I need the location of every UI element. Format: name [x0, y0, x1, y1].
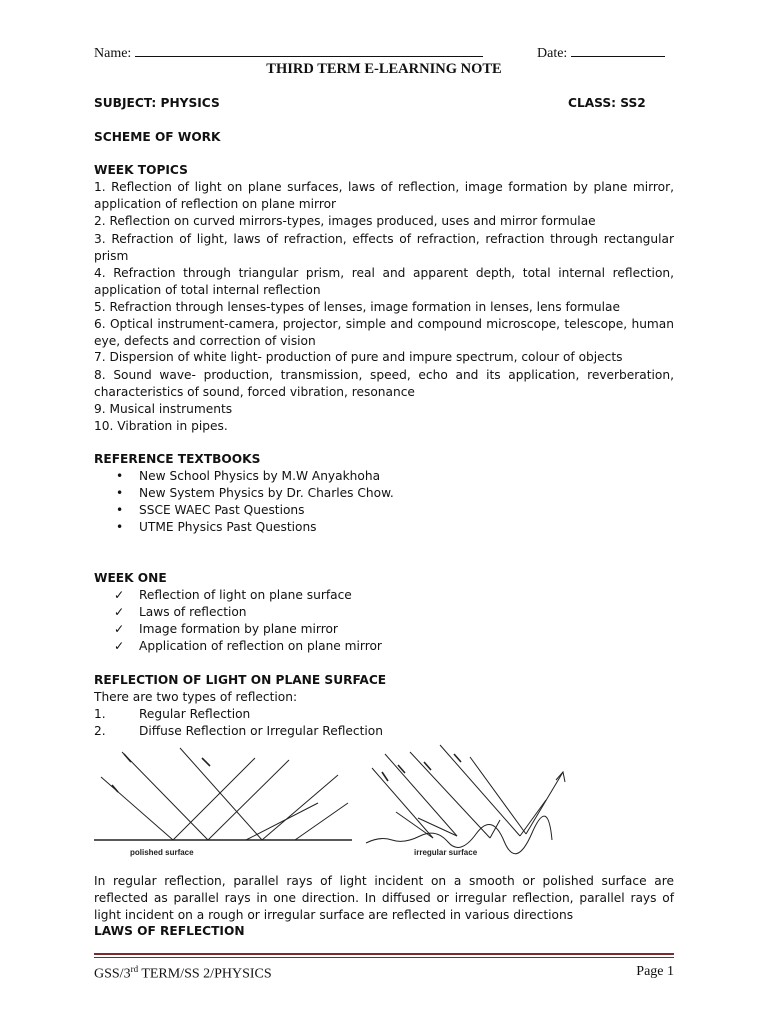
checkmark-icon: ✓: [114, 605, 125, 619]
topic-7: 7. Dispersion of white light- production of pure and impure spectrum, colour of objects: [94, 350, 623, 364]
week-one-item: Image formation by plane mirror: [139, 622, 338, 636]
name-label: Name:: [94, 46, 132, 61]
page-number: Page 1: [636, 964, 674, 979]
topic-8-line-2: characteristics of sound, forced vibration, resonance: [94, 385, 415, 399]
reflection-type-label: Diffuse Reflection or Irregular Reflection: [139, 724, 383, 738]
incident-ray: [470, 757, 526, 834]
topic-4-line-1: 4. Refraction through triangular prism, real and apparent depth, total internal reflection,: [94, 266, 674, 280]
polished-surface-caption: polished surface: [130, 848, 194, 857]
paragraph-line: In regular reflection, parallel rays of light incident on a smooth or polished surface are: [94, 874, 674, 888]
incident-ray: [180, 748, 262, 840]
incident-ray: [372, 768, 433, 838]
footer-left-rest: TERM/SS 2/PHYSICS: [138, 966, 272, 982]
topic-2: 2. Reflection on curved mirrors-types, images produced, uses and mirror formulae: [94, 214, 596, 228]
date-label: Date:: [537, 46, 568, 61]
reflection-intro: There are two types of reflection:: [94, 690, 298, 704]
reflected-ray: [262, 775, 338, 840]
bullet-icon: •: [116, 486, 124, 500]
references-heading: REFERENCE TEXTBOOKS: [94, 452, 261, 466]
topic-6-line-2: eye, defects and correction of vision: [94, 334, 316, 348]
reflection-type-num: 1.: [94, 707, 106, 721]
reference-item: New School Physics by M.W Anyakhoha: [139, 469, 381, 483]
footer-sup: rd: [130, 964, 139, 974]
footer-left: [94, 964, 272, 983]
week-one-heading: WEEK ONE: [94, 571, 167, 585]
reflected-ray: [246, 803, 318, 840]
topic-4-line-2: application of total internal reflection: [94, 283, 321, 297]
topic-9: 9. Musical instruments: [94, 402, 233, 416]
topic-3-line-2: prism: [94, 249, 129, 263]
reflected-ray: [396, 812, 433, 838]
paragraph-line: reflected as parallel rays in one direction. In diffused or irregular reflection, parallel rays of: [94, 891, 674, 905]
reflected-ray: [173, 758, 255, 840]
checkmark-icon: ✓: [114, 588, 125, 602]
class-line: CLASS: SS2: [568, 96, 646, 110]
reflected-ray: [295, 803, 348, 840]
reflected-ray: [208, 760, 289, 840]
footer-left-text: GSS/3: [94, 966, 131, 982]
week-topics-heading: WEEK TOPICS: [94, 163, 188, 177]
reflection-type-label: Regular Reflection: [139, 707, 251, 721]
week-one-item: Reflection of light on plane surface: [139, 588, 352, 602]
week-one-item: Laws of reflection: [139, 605, 247, 619]
bullet-icon: •: [116, 503, 124, 517]
incident-ray: [101, 777, 173, 840]
bullet-icon: •: [116, 520, 124, 534]
reference-item: UTME Physics Past Questions: [139, 520, 317, 534]
topic-10: 10. Vibration in pipes.: [94, 419, 228, 433]
reflected-ray: [490, 820, 500, 838]
reflected-ray: [526, 772, 563, 834]
bullet-icon: •: [116, 469, 124, 483]
topic-5: 5. Refraction through lenses-types of lenses, image formation in lenses, lens formulae: [94, 300, 621, 314]
reference-item: New System Physics by Dr. Charles Chow.: [139, 486, 394, 500]
reflection-type-num: 2.: [94, 724, 106, 738]
reference-item: SSCE WAEC Past Questions: [139, 503, 305, 517]
week-one-item: Application of reflection on plane mirror: [139, 639, 382, 653]
checkmark-icon: ✓: [114, 639, 125, 653]
checkmark-icon: ✓: [114, 622, 125, 636]
topic-1-line-1: 1. Reflection of light on plane surfaces, laws of reflection, image formation by plane mirror,: [94, 180, 674, 194]
footer-rule: [94, 953, 674, 955]
reflection-heading: REFLECTION OF LIGHT ON PLANE SURFACE: [94, 673, 387, 687]
topic-8-line-1: 8. Sound wave- production, transmission, speed, echo and its application, reverberation,: [94, 368, 674, 382]
irregular-surface-caption: irregular surface: [414, 848, 478, 857]
paragraph-line: light incident on a rough or irregular surface are reflected in various directions: [94, 908, 574, 922]
laws-heading: LAWS OF REFLECTION: [94, 924, 245, 938]
topic-1-line-2: application of reflection on plane mirror: [94, 197, 337, 211]
footer-rule: [94, 957, 674, 958]
scheme-heading: SCHEME OF WORK: [94, 130, 221, 144]
topic-6-line-1: 6. Optical instrument-camera, projector, simple and compound microscope, telescope, human: [94, 317, 674, 331]
incident-ray: [440, 745, 520, 836]
page-title: THIRD TERM E-LEARNING NOTE: [266, 61, 502, 77]
topic-3-line-1: 3. Refraction of light, laws of refraction, effects of refraction, refraction through rectangular: [94, 232, 674, 246]
subject-line: SUBJECT: PHYSICS: [94, 96, 220, 110]
